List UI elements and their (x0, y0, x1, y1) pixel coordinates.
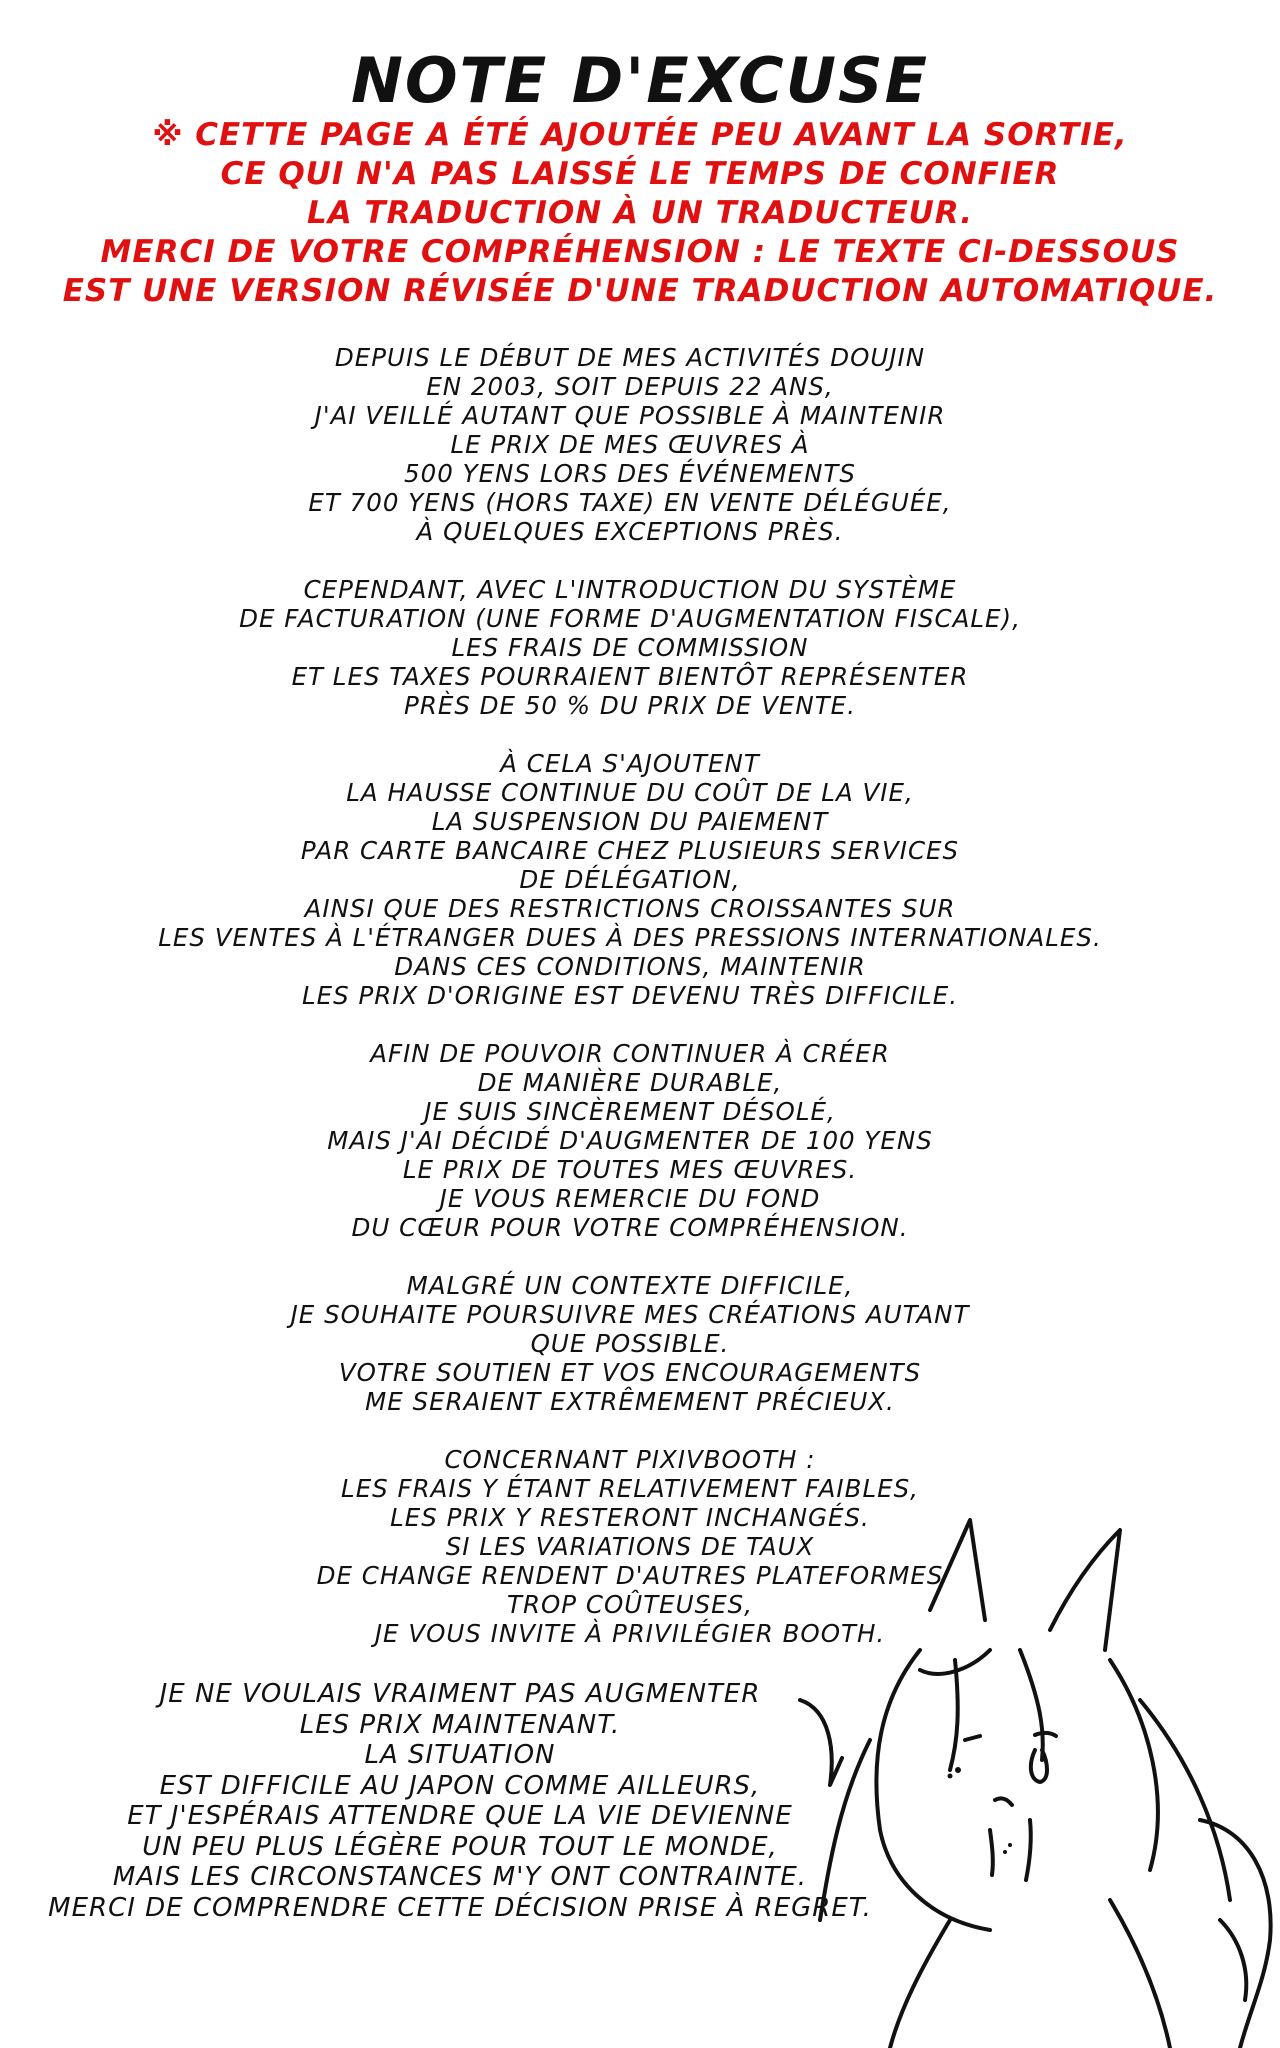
text-line: QUE POSSIBLE. (530, 1329, 730, 1358)
left-ear (930, 1520, 985, 1620)
text-line: SI LES VARIATIONS DE TAUX (445, 1532, 815, 1561)
text-line: JE SUIS SINCÈREMENT DÉSOLÉ, (424, 1097, 836, 1126)
text-line: EST DIFFICILE AU JAPON COMME AILLEURS, (159, 1770, 761, 1801)
text-line: DE MANIÈRE DURABLE, (477, 1068, 783, 1097)
text-line: LES PRIX MAINTENANT. (299, 1709, 621, 1740)
translation-notice (40, 116, 1240, 311)
right-ear (1050, 1530, 1120, 1650)
head-right (1110, 1660, 1158, 1870)
text-line: DU CŒUR POUR VOTRE COMPRÉHENSION. (351, 1213, 909, 1242)
text-line: LES FRAIS Y ÉTANT RELATIVEMENT FAIBLES, (341, 1474, 919, 1503)
text-line: EN 2003, SOIT DEPUIS 22 ANS, (426, 372, 834, 401)
text-line: LES FRAIS DE COMMISSION (451, 633, 809, 662)
text-line: LA SUSPENSION DU PAIEMENT (431, 807, 829, 836)
text-line: AINSI QUE DES RESTRICTIONS CROISSANTES SUR (304, 894, 956, 923)
text-line: UN PEU PLUS LÉGÈRE POUR TOUT LE MONDE, (142, 1831, 778, 1862)
body-right (1110, 1900, 1170, 2048)
tear (1031, 1750, 1047, 1782)
text-line: AFIN DE POUVOIR CONTINUER À CRÉER (370, 1039, 890, 1068)
hair-right (1140, 1700, 1230, 1900)
text-line: LE PRIX DE TOUTES MES ŒUVRES. (402, 1155, 858, 1184)
paragraph-price-increase (90, 1039, 1170, 1242)
text-line: DEPUIS LE DÉBUT DE MES ACTIVITÉS DOUJIN (334, 343, 926, 372)
hair-strand (1020, 1650, 1043, 1760)
text-line: DE FACTURATION (UNE FORME D'AUGMENTATION FISCALE), (239, 604, 1021, 633)
text-line: VOTRE SOUTIEN ET VOS ENCOURAGEMENTS (338, 1358, 922, 1387)
speech-tail (800, 1700, 842, 1785)
text-line: DANS CES CONDITIONS, MAINTENIR (394, 952, 866, 981)
text-line: JE VOUS INVITE À PRIVILÉGIER BOOTH. (374, 1619, 886, 1648)
text-line: ET 700 YENS (HORS TAXE) EN VENTE DÉLÉGUÉE, (308, 488, 952, 517)
text-line: LA HAUSSE CONTINUE DU COÛT DE LA VIE, (346, 778, 914, 807)
text-line: À QUELQUES EXCEPTIONS PRÈS. (416, 517, 844, 546)
text-line: 500 YENS LORS DES ÉVÉNEMENTS (404, 459, 856, 488)
text-line: DE CHANGE RENDENT D'AUTRES PLATEFORMES (316, 1561, 944, 1590)
text-line: LA SITUATION (364, 1740, 556, 1770)
text-line: ET LES TAXES POURRAIENT BIENTÔT REPRÉSENTER (291, 662, 969, 691)
text-line: LES PRIX Y RESTERONT INCHANGÉS. (390, 1503, 870, 1532)
text-line: PRÈS DE 50 % DU PRIX DE VENTE. (404, 691, 856, 720)
notice-line: MERCI DE VOTRE COMPRÉHENSION : LE TEXTE CI-DESSOUS (100, 234, 1180, 270)
text-line: MERCI DE COMPRENDRE CETTE DÉCISION PRISE À REGRET. (48, 1892, 872, 1923)
paragraph-invoice-system (90, 575, 1170, 720)
text-line: ME SERAIENT EXTRÊMEMENT PRÉCIEUX. (365, 1387, 895, 1416)
text-line: MAIS LES CIRCONSTANCES M'Y ONT CONTRAINTE. (112, 1862, 808, 1892)
text-line: LE PRIX DE MES ŒUVRES À (450, 430, 810, 459)
apology-body (90, 343, 1170, 1677)
sad-cat-girl-drawing (780, 1500, 1280, 2048)
text-line: DE DÉLÉGATION, (519, 865, 741, 894)
notice-line: ※ CETTE PAGE A ÉTÉ AJOUTÉE PEU AVANT LA SORTIE, (152, 117, 1128, 153)
paragraph-support (90, 1271, 1170, 1416)
text-line: CONCERNANT PIXIVBOOTH : (444, 1445, 816, 1474)
text-line: ET J'ESPÉRAIS ATTENDRE QUE LA VIE DEVIENNE (127, 1801, 793, 1831)
head-left (876, 1650, 990, 1930)
page-title: NOTE D'EXCUSE (350, 44, 930, 117)
tail (1200, 1820, 1271, 2048)
text-line: MALGRÉ UN CONTEXTE DIFFICILE, (406, 1271, 854, 1300)
text-line: JE NE VOULAIS VRAIMENT PAS AUGMENTER (159, 1679, 761, 1709)
text-line: J'AI VEILLÉ AUTANT QUE POSSIBLE À MAINTENIR (314, 401, 946, 430)
text-line: LES PRIX D'ORIGINE EST DEVENU TRÈS DIFFICILE. (302, 981, 958, 1010)
text-line: LES VENTES À L'ÉTRANGER DUES À DES PRESSIONS INTERNATIONALES. (158, 923, 1102, 952)
paragraph-history (90, 343, 1170, 546)
text-line: PAR CARTE BANCAIRE CHEZ PLUSIEURS SERVICES (300, 836, 960, 865)
notice-line: EST UNE VERSION RÉVISÉE D'UNE TRADUCTION AUTOMATIQUE. (62, 273, 1218, 309)
closing-paragraph (20, 1679, 900, 1923)
text-line: TROP COÛTEUSES, (507, 1590, 753, 1619)
notice-line: LA TRADUCTION À UN TRADUCTEUR. (306, 195, 974, 231)
text-line: MAIS J'AI DÉCIDÉ D'AUGMENTER DE 100 YENS (327, 1126, 933, 1155)
text-line: CEPENDANT, AVEC L'INTRODUCTION DU SYSTÈME (303, 575, 957, 604)
body-left (890, 1920, 950, 2048)
paragraph-conditions (90, 749, 1170, 1010)
hair-strand (950, 1660, 958, 1770)
hair-left (820, 1740, 870, 1920)
text-line: JE VOUS REMERCIE DU FOND (439, 1184, 821, 1213)
notice-line: CE QUI N'A PAS LAISSÉ LE TEMPS DE CONFIER (220, 156, 1060, 192)
text-line: JE SOUHAITE POURSUIVRE MES CRÉATIONS AUTANT (290, 1300, 970, 1329)
text-line: À CELA S'AJOUTENT (500, 749, 760, 778)
